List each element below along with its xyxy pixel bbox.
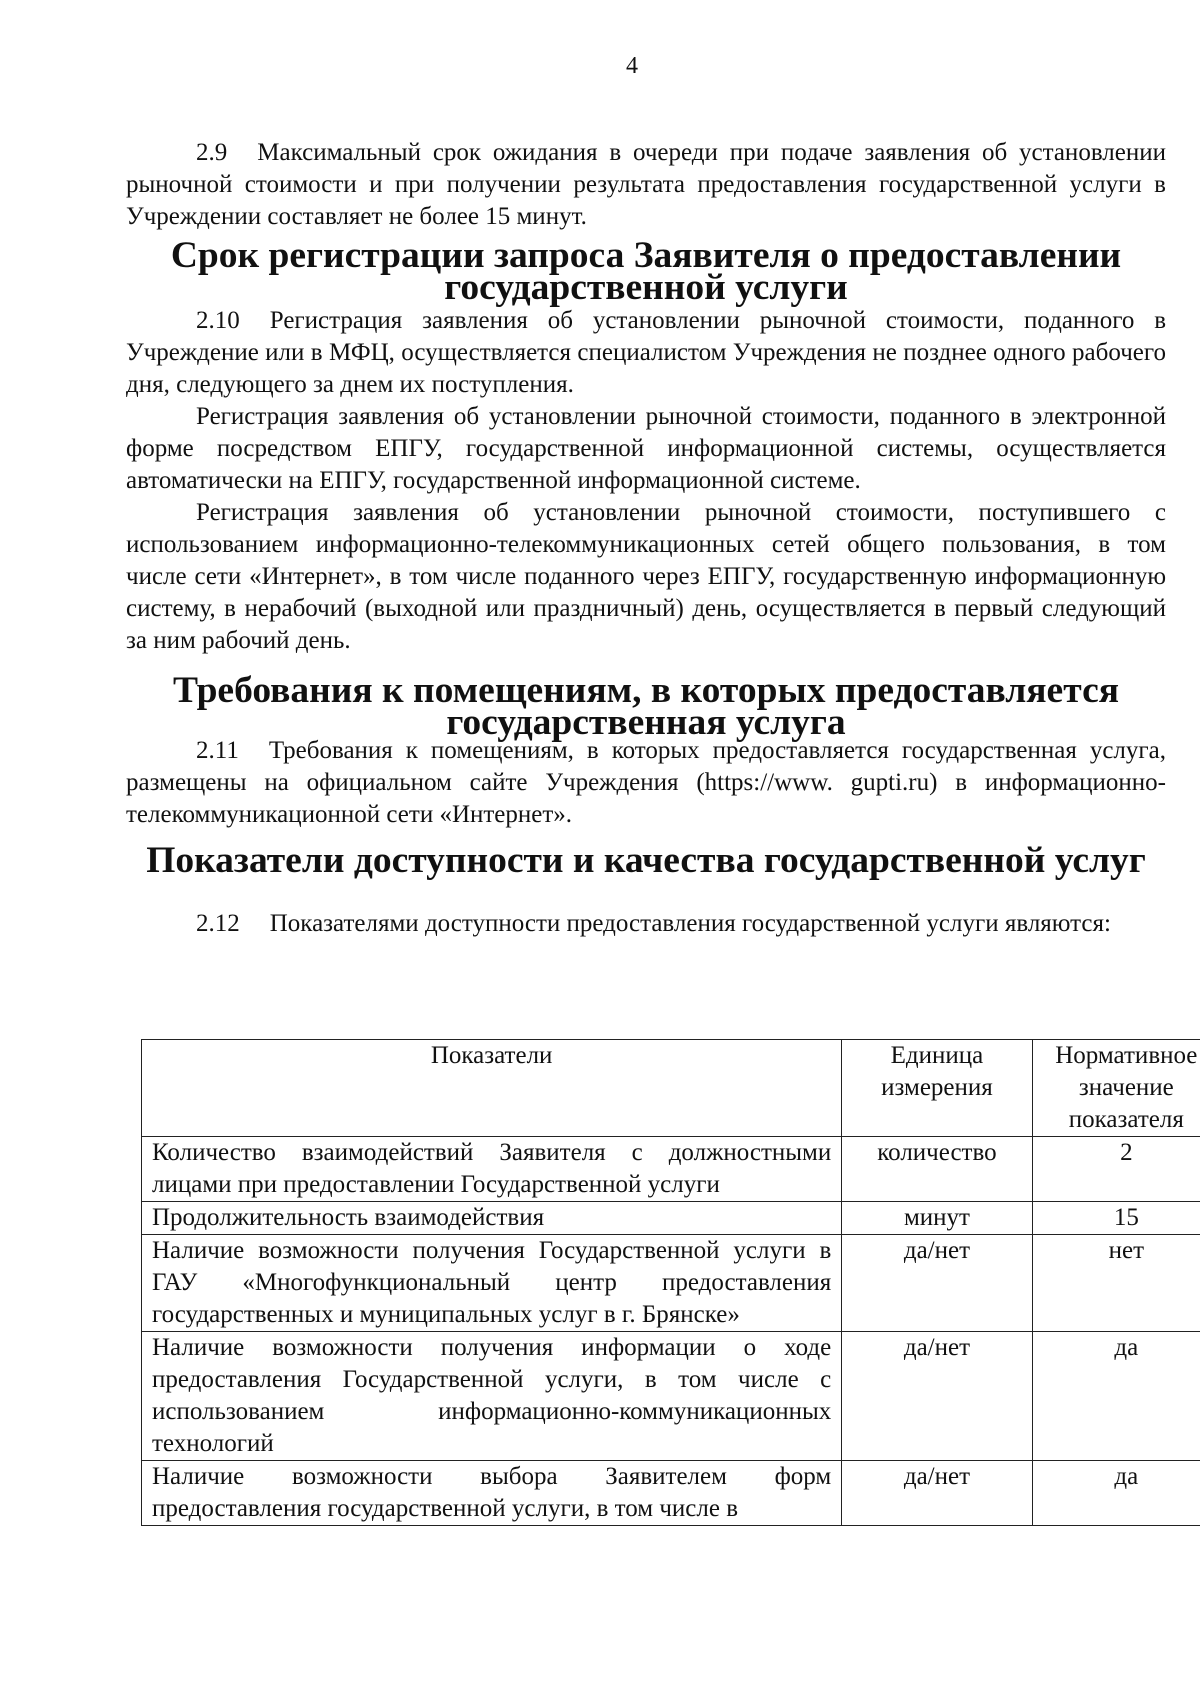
paragraph-2-11 <box>126 735 1166 831</box>
heading-premises: Требования к помещениям, в которых предоставляется государственная услуга <box>172 670 1119 743</box>
indicator-cell: Наличие возможности получения информации о ходе предоставления Государственной услуги, в том числе с использованием информационно-коммуникационных технологий <box>142 1332 842 1461</box>
table-row <box>142 1202 1200 1235</box>
unit-cell: да/нет <box>842 1332 1032 1461</box>
paragraph-text: Максимальный срок ожидания в очереди при подаче заявления об установлении рыночной стоимости и при получении результата предоставления государственной услуги в Учреждении составляет не более 15 минут. <box>126 139 1166 230</box>
indicator-cell: Количество взаимодействий Заявителя с должностными лицами при предоставлении Государственной услуги <box>142 1137 842 1202</box>
value-cell: 15 <box>1032 1202 1200 1235</box>
table-row <box>142 1461 1200 1526</box>
indicator-cell: Наличие возможности получения Государственной услуги в ГАУ «Многофункциональный центр предоставления государственных и муниципальных услуг в г. Брянске» <box>142 1235 842 1332</box>
paragraph-2-10 <box>126 305 1166 401</box>
table-row <box>142 1137 1200 1202</box>
header-unit: Единица измерения <box>842 1040 1032 1137</box>
paragraph-2-10-nonworking: Регистрация заявления об установлении рыночной стоимости, поступившего с использованием информационно-телекоммуникационных сетей общего пользования, в том числе сети «Интернет», в том числе поданного через ЕПГУ, государственную информационную систему, в нерабочий (выходной или праздничный) день, осуществляется в первый следующий за ним рабочий день. <box>126 499 1166 654</box>
unit-cell: количество <box>842 1137 1032 1202</box>
unit-cell: да/нет <box>842 1235 1032 1332</box>
paragraph-text: Показателями доступности предоставления государственной услуги являются: <box>269 910 1111 937</box>
paragraph-text: Требования к помещениям, в которых предоставляется государственная услуга, размещены на официальном сайте Учреждения (https://www. gupti.ru) в информационно-телекоммуникационной сети «Интернет». <box>126 737 1166 828</box>
unit-cell: минут <box>842 1202 1032 1235</box>
indicator-cell: Наличие возможности выбора Заявителем форм предоставления государственной услуги, в том числе в <box>142 1461 842 1526</box>
heading-registration-term: Срок регистрации запроса Заявителя о предоставлении государственной услуги <box>170 235 1122 308</box>
value-cell: 2 <box>1032 1137 1200 1202</box>
table-row <box>142 1235 1200 1332</box>
paragraph-text: Регистрация заявления об установлении рыночной стоимости, поданного в Учреждение или в МФЦ, осуществляется специалистом Учреждения не позднее одного рабочего дня, следующего за днем их поступления. <box>126 307 1166 398</box>
table-row <box>142 1332 1200 1461</box>
header-indicators: Показатели <box>142 1040 842 1137</box>
unit-cell: да/нет <box>842 1461 1032 1526</box>
paragraph-2-12 <box>126 908 1166 940</box>
indicator-cell: Продолжительность взаимодействия <box>142 1202 842 1235</box>
value-cell: нет <box>1032 1235 1200 1332</box>
paragraph-number: 2.9 <box>196 139 228 166</box>
value-cell: да <box>1032 1332 1200 1461</box>
page-number: 4 <box>626 53 638 79</box>
heading-indicators: Показатели доступности и качества государственной услуг <box>146 840 1146 881</box>
paragraph-number: 2.10 <box>196 307 240 334</box>
paragraph-2-10-electronic: Регистрация заявления об установлении рыночной стоимости, поданного в электронной форме посредством ЕПГУ, государственной информационной системы, осуществляется автоматически на ЕПГУ, государственной информационной системе. <box>126 403 1166 494</box>
header-normative-value: Нормативное значение показателя <box>1032 1040 1200 1137</box>
table-header-row <box>142 1040 1200 1137</box>
paragraph-2-9 <box>126 137 1166 233</box>
indicators-table <box>141 1039 1200 1526</box>
value-cell: да <box>1032 1461 1200 1526</box>
paragraph-number: 2.12 <box>196 910 240 937</box>
paragraph-number: 2.11 <box>196 737 239 764</box>
